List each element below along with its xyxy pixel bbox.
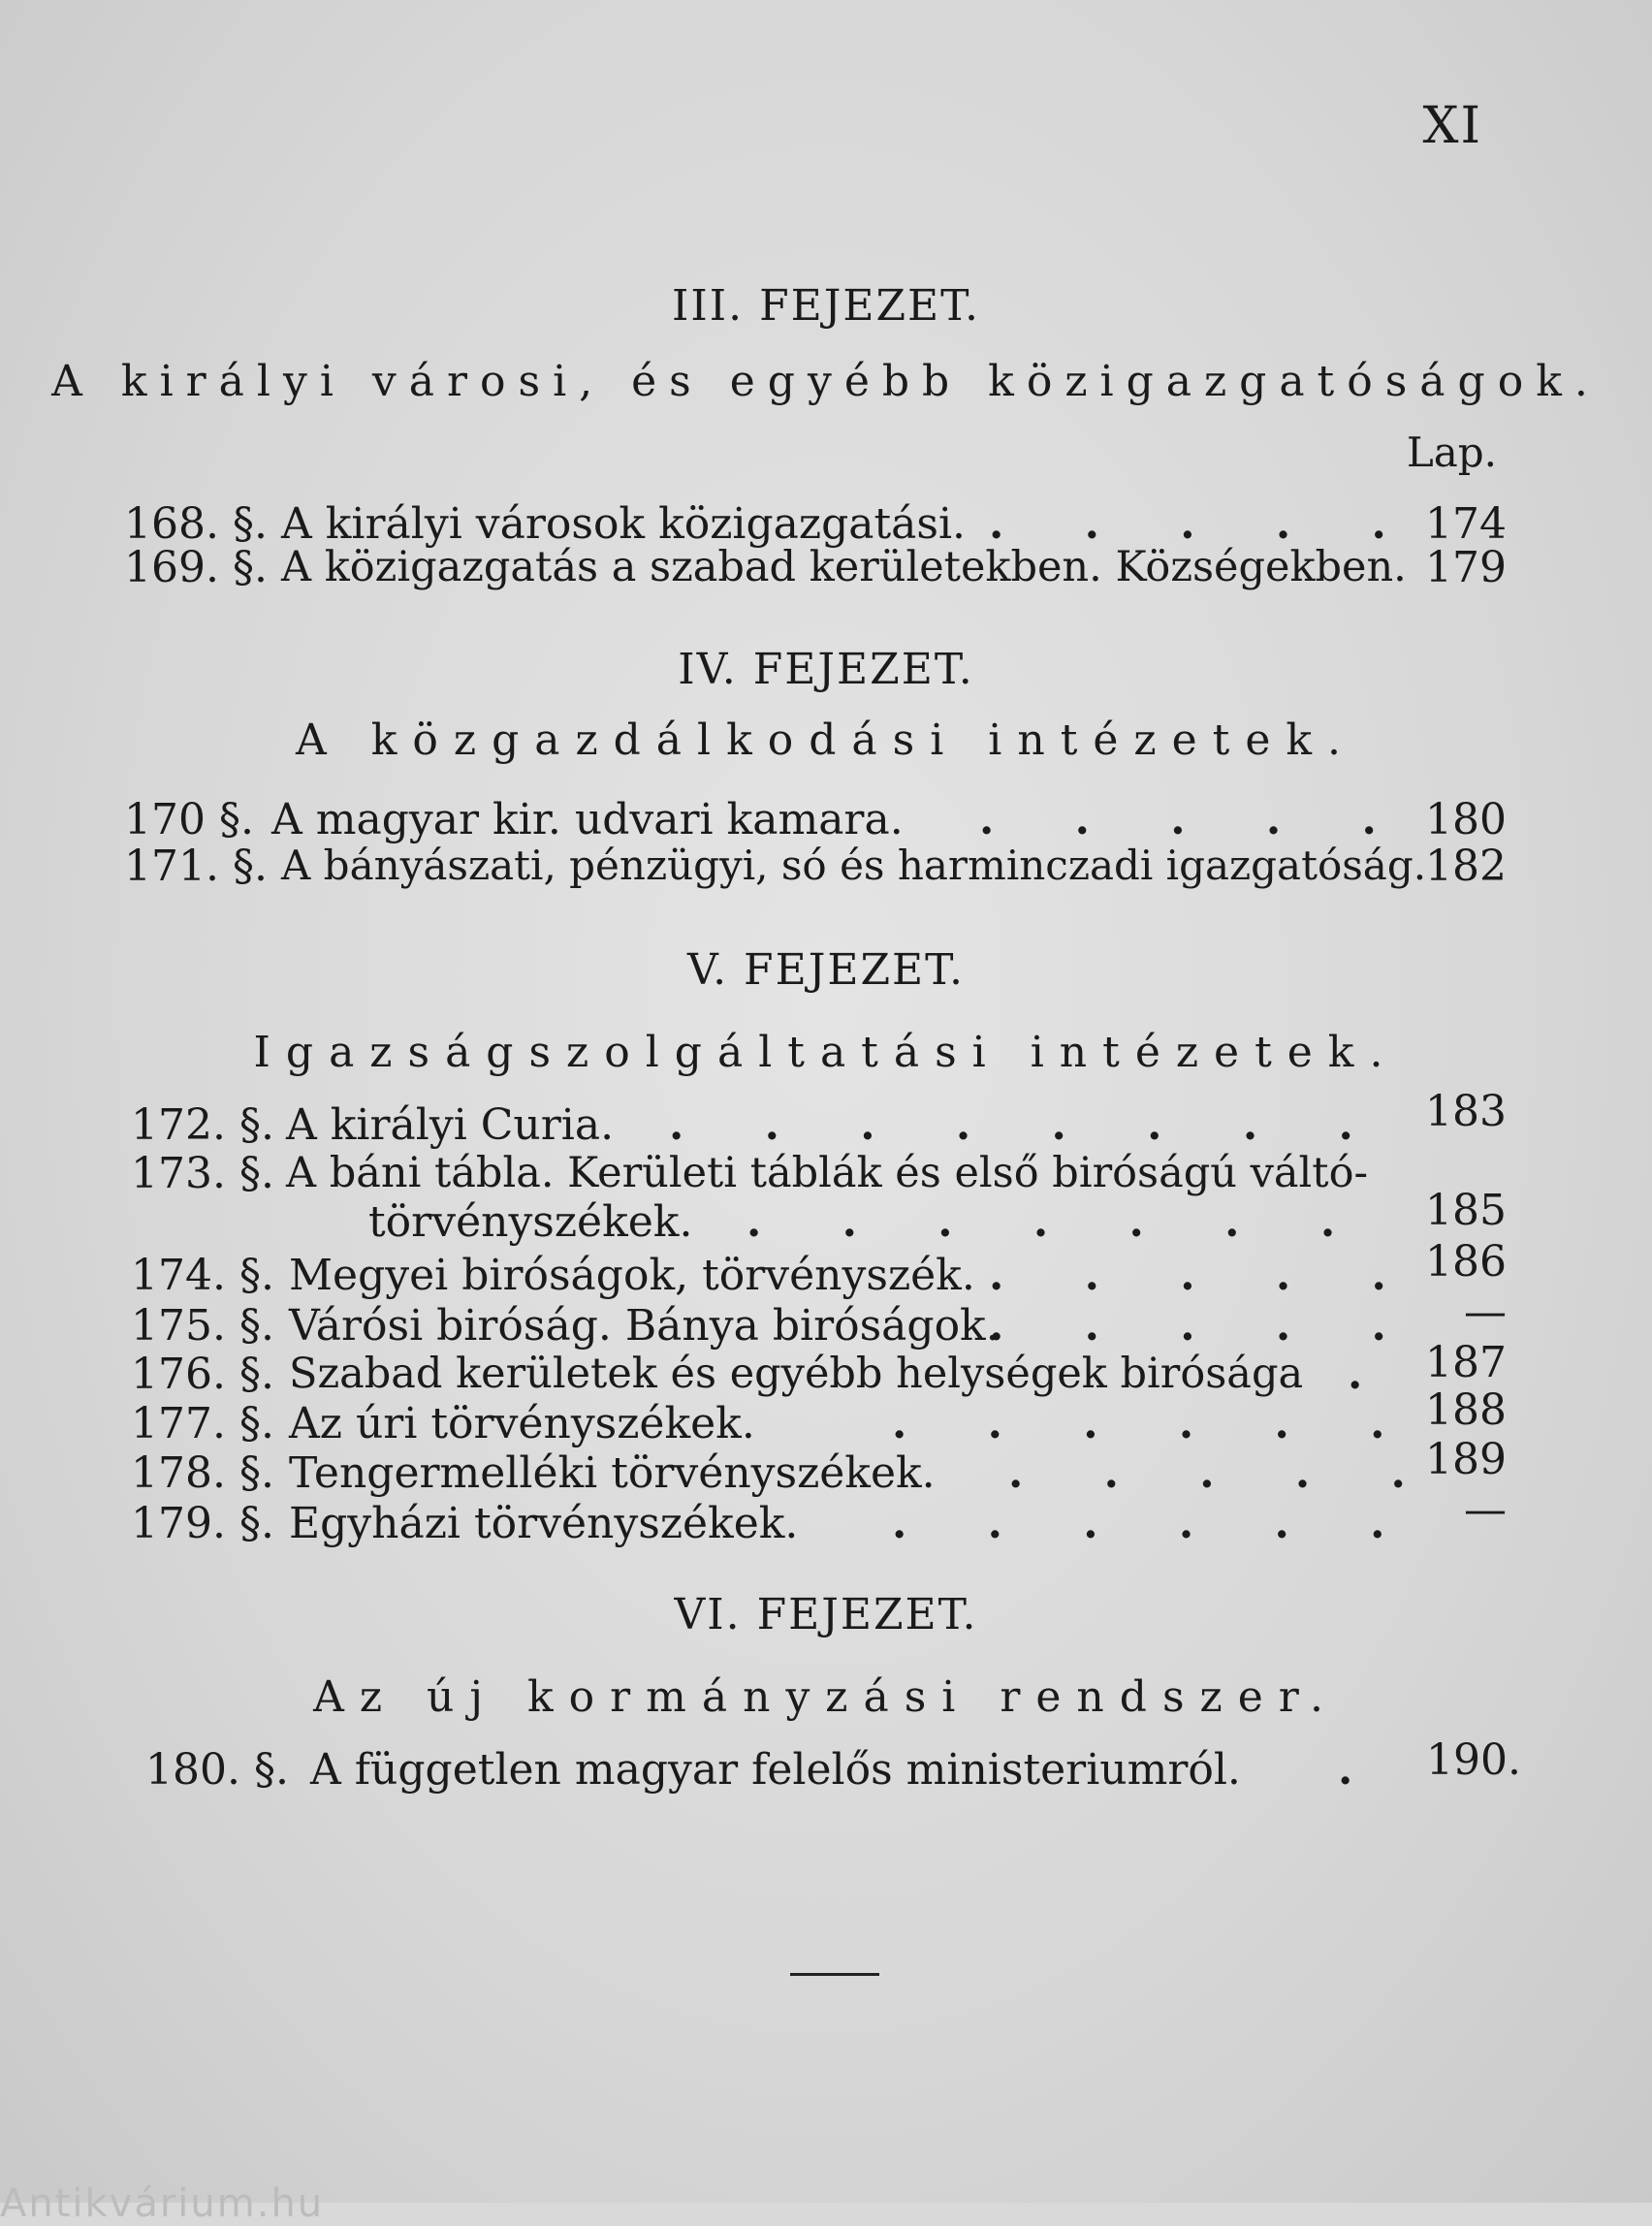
- entry-leader-dots: . . . . . .: [892, 1399, 1418, 1448]
- entry-number: 176. §.: [131, 1350, 274, 1399]
- entry-text: A magyar kir. udvari kamara.: [271, 795, 904, 844]
- entry-leader-dots: . . . . . . .: [747, 1197, 1369, 1247]
- entry-page: 179: [1425, 543, 1507, 592]
- entry-leader-dots: . . . . .: [989, 499, 1419, 549]
- entry-number: 174. §.: [131, 1251, 274, 1300]
- entry-text: A királyi városok közigazgatási.: [281, 499, 967, 549]
- chapter-heading-5: V. FEJEZET.: [686, 945, 966, 995]
- entry-text: A közigazgatás a szabad kerületekben. Községekben.: [281, 543, 1407, 591]
- entry-leader-dots: . . . . . . . .: [669, 1100, 1386, 1150]
- entry-number: 172. §.: [131, 1100, 274, 1150]
- entry-text: Várósi biróság. Bánya biróságok.: [289, 1301, 1000, 1351]
- entry-page: 185: [1425, 1186, 1507, 1235]
- chapter-title-6: Az új kormányzási rendszer.: [313, 1672, 1339, 1722]
- chapter-heading-4: IV. FEJEZET.: [678, 645, 974, 694]
- entry-number: 170 §.: [124, 795, 254, 844]
- toc-entry-174: [0, 1237, 1652, 1303]
- entry-text: A királyi Curia.: [286, 1100, 615, 1150]
- entry-page: 189: [1425, 1435, 1507, 1484]
- entry-leader-dots: . . . . .: [989, 1301, 1419, 1351]
- end-ornament-rule: [790, 1973, 879, 1976]
- entry-leader-dots: . . . . . .: [892, 1499, 1418, 1548]
- entry-number: 175. §.: [131, 1301, 274, 1351]
- entry-page: 190.: [1426, 1735, 1521, 1785]
- toc-entry-180: [0, 1735, 1652, 1797]
- entry-text: Az úri törvényszékek.: [289, 1399, 755, 1448]
- chapter-heading-6: VI. FEJEZET.: [674, 1590, 978, 1639]
- toc-entry-169: [0, 543, 1652, 595]
- entry-number: 178. §.: [131, 1448, 274, 1498]
- entry-text-continuation: törvényszékek.: [368, 1197, 693, 1247]
- entry-page: 182: [1425, 842, 1507, 891]
- chapter-heading-3: III. FEJEZET.: [671, 281, 981, 331]
- entry-page: 187: [1425, 1338, 1507, 1387]
- entry-page: 186: [1425, 1237, 1507, 1287]
- entry-number: 179. §.: [131, 1499, 274, 1548]
- toc-entry-179: [0, 1485, 1652, 1551]
- entry-leader-dots: . . . . .: [1008, 1448, 1439, 1498]
- chapter-title-5: Igazságszolgáltatási intézetek.: [253, 1028, 1399, 1077]
- entry-leader-dots: . . . . .: [989, 1251, 1419, 1300]
- entry-text: Tengermelléki törvényszékek.: [289, 1448, 936, 1498]
- entry-text: A bányászati, pénzügyi, só és harminczadi igazgatóság.: [281, 842, 1427, 889]
- entry-text: A független magyar felelős ministeriumról.: [310, 1745, 1241, 1795]
- entry-number: 180. §.: [145, 1745, 289, 1795]
- page-number: XI: [1422, 97, 1482, 155]
- watermark: Antikvárium.hu: [0, 2181, 325, 2226]
- entry-number: 171. §.: [124, 842, 268, 891]
- entry-number: 168. §.: [124, 499, 268, 549]
- entry-page: —: [1464, 1485, 1507, 1535]
- entry-text: Egyházi törvényszékek.: [289, 1499, 799, 1548]
- entry-number: 177. §.: [131, 1399, 274, 1448]
- chapter-title-3: A királyi városi, és egyébb közigazgatóságok.: [51, 357, 1601, 406]
- toc-entry-173: [0, 1149, 1652, 1201]
- toc-entry-177: [0, 1385, 1652, 1451]
- entry-leader-dots: .: [1338, 1745, 1386, 1795]
- entry-page: 188: [1425, 1385, 1507, 1435]
- entry-page: 174: [1425, 499, 1507, 549]
- entry-leader-dots: .: [1348, 1350, 1396, 1399]
- chapter-title-4: A közgazdálkodási intézetek.: [295, 716, 1357, 765]
- entry-page: —: [1464, 1288, 1507, 1337]
- toc-entry-175: [0, 1288, 1652, 1353]
- column-header-lap: Lap.: [1406, 429, 1497, 476]
- toc-entry-176: [0, 1338, 1652, 1402]
- entry-number: 173. §.: [131, 1149, 274, 1198]
- toc-entry-172: [0, 1087, 1652, 1153]
- entry-page: 180: [1425, 795, 1507, 844]
- toc-entry-178: [0, 1435, 1652, 1501]
- entry-number: 169. §.: [124, 543, 268, 592]
- toc-entry-170: [0, 795, 1652, 847]
- entry-text: A báni tábla. Kerületi táblák és első biróságú váltó-: [286, 1149, 1368, 1197]
- toc-entry-173-continuation: [0, 1186, 1652, 1250]
- entry-leader-dots: . . . . .: [979, 795, 1410, 844]
- entry-text: Megyei biróságok, törvényszék.: [289, 1251, 975, 1300]
- entry-page: 183: [1425, 1087, 1507, 1136]
- toc-entry-171: [0, 842, 1652, 894]
- entry-text: Szabad kerületek és egyébb helységek birósága: [289, 1350, 1304, 1398]
